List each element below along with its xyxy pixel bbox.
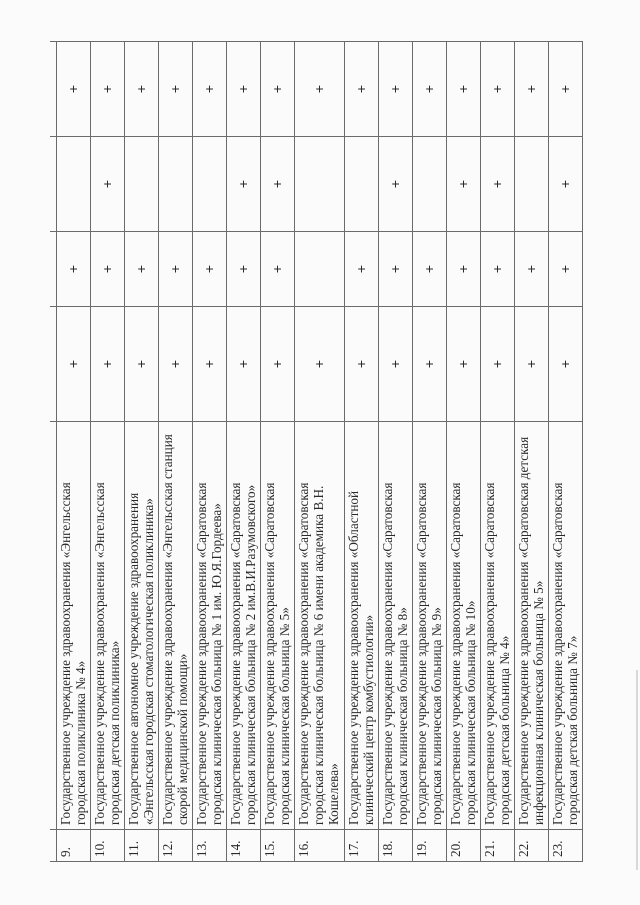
row-number: 23. <box>549 830 583 862</box>
table-row <box>227 42 261 862</box>
mark-cell: + <box>125 307 159 422</box>
scan-edge-mark <box>636 670 638 870</box>
mark-cell: + <box>159 232 193 307</box>
table-row <box>481 42 515 862</box>
mark-cell: + <box>345 232 379 307</box>
institution-name: Государственное учреждение здравоохранения «Саратовская городская клиническая больница № 8» <box>379 422 413 830</box>
mark-cell: + <box>295 42 345 137</box>
table-row <box>57 42 91 862</box>
mark-cell <box>295 232 345 307</box>
mark-cell: + <box>549 42 583 137</box>
institution-name: Государственное учреждение здравоохранения «Энгельсская станция скорой медицинской помощи» <box>159 422 193 830</box>
row-number: 9. <box>57 830 91 862</box>
mark-cell: + <box>261 232 295 307</box>
institution-name: Государственное учреждение здравоохранения «Саратовская городская клиническая больница № 5» <box>261 422 295 830</box>
institution-name: Государственное учреждение здравоохранения «Саратовская городская детская больница № 4» <box>481 422 515 830</box>
row-number: 17. <box>345 830 379 862</box>
mark-cell: + <box>447 137 481 232</box>
mark-cell: + <box>515 232 549 307</box>
institution-name: Государственное учреждение здравоохранения «Энгельсская городская поликлиника № 4» <box>57 422 91 830</box>
mark-cell <box>57 137 91 232</box>
mark-cell: + <box>193 307 227 422</box>
mark-cell <box>193 137 227 232</box>
table-row <box>125 42 159 862</box>
row-number: 18. <box>379 830 413 862</box>
mark-cell: + <box>227 42 261 137</box>
institution-name: Государственное учреждение здравоохранения «Саратовская городская клиническая больница № 6 имени академика В.Н. Кошелева» <box>295 422 345 830</box>
institution-name: Государственное учреждение здравоохранения «Саратовская городская клиническая больница № 9» <box>413 422 447 830</box>
row-number: 12. <box>159 830 193 862</box>
row-number: 15. <box>261 830 295 862</box>
institution-name: Государственное учреждение здравоохранения «Энгельсская городская детская поликлиника» <box>91 422 125 830</box>
mark-cell: + <box>91 137 125 232</box>
mark-cell: + <box>379 137 413 232</box>
table-row <box>447 42 481 862</box>
mark-cell: + <box>481 307 515 422</box>
row-number: 19. <box>413 830 447 862</box>
mark-cell: + <box>227 232 261 307</box>
mark-cell: + <box>261 42 295 137</box>
mark-cell <box>125 137 159 232</box>
institution-name: Государственное учреждение здравоохранения «Областной клинический центр комбустиологии» <box>345 422 379 830</box>
mark-cell: + <box>193 232 227 307</box>
mark-cell: + <box>345 42 379 137</box>
mark-cell: + <box>515 307 549 422</box>
row-number: 13. <box>193 830 227 862</box>
institution-name: Государственное учреждение здравоохранения «Саратовская детская инфекционная клиническая больница № 5» <box>515 422 549 830</box>
institution-name: Государственное учреждение здравоохранения «Саратовская городская клиническая больница № 2 им.В.И.Разумовского» <box>227 422 261 830</box>
table-row <box>345 42 379 862</box>
mark-cell: + <box>261 307 295 422</box>
mark-cell: + <box>379 232 413 307</box>
mark-cell: + <box>57 42 91 137</box>
table-row <box>91 42 125 862</box>
mark-cell: + <box>91 232 125 307</box>
mark-cell: + <box>447 307 481 422</box>
mark-cell: + <box>91 307 125 422</box>
mark-cell <box>159 137 193 232</box>
table-row <box>379 42 413 862</box>
row-number: 20. <box>447 830 481 862</box>
mark-cell: + <box>125 232 159 307</box>
mark-cell: + <box>447 42 481 137</box>
institution-name: Государственное учреждение здравоохранения «Саратовская городская клиническая больница № 10» <box>447 422 481 830</box>
mark-cell: + <box>227 137 261 232</box>
mark-cell: + <box>549 137 583 232</box>
mark-cell: + <box>345 307 379 422</box>
mark-cell: + <box>91 42 125 137</box>
table-row <box>295 42 345 862</box>
row-number: 16. <box>295 830 345 862</box>
mark-cell: + <box>481 137 515 232</box>
rotated-table-wrapper <box>50 42 590 862</box>
mark-cell: + <box>379 307 413 422</box>
row-number: 22. <box>515 830 549 862</box>
row-number: 10. <box>91 830 125 862</box>
mark-cell: + <box>379 42 413 137</box>
mark-cell: + <box>549 307 583 422</box>
mark-cell: + <box>413 232 447 307</box>
mark-cell: + <box>549 232 583 307</box>
mark-cell: + <box>481 232 515 307</box>
table-row <box>261 42 295 862</box>
row-number: 21. <box>481 830 515 862</box>
mark-cell: + <box>159 42 193 137</box>
institution-name: Государственное учреждение здравоохранения «Саратовская городская детская больница № 7» <box>549 422 583 830</box>
mark-cell: + <box>125 42 159 137</box>
mark-cell: + <box>515 42 549 137</box>
table-row <box>549 42 583 862</box>
row-number: 11. <box>125 830 159 862</box>
institutions-table <box>50 41 583 862</box>
table-body <box>50 42 583 862</box>
mark-cell: + <box>295 307 345 422</box>
mark-cell <box>295 137 345 232</box>
mark-cell <box>345 137 379 232</box>
mark-cell: + <box>227 307 261 422</box>
table-row <box>413 42 447 862</box>
table-row <box>159 42 193 862</box>
mark-cell: + <box>413 42 447 137</box>
mark-cell <box>413 137 447 232</box>
mark-cell: + <box>159 307 193 422</box>
institution-name: Государственное учреждение здравоохранения «Саратовская городская клиническая больница № 1 им. Ю.Я.Гордеева» <box>193 422 227 830</box>
mark-cell: + <box>481 42 515 137</box>
row-number: 14. <box>227 830 261 862</box>
mark-cell <box>515 137 549 232</box>
mark-cell: + <box>413 307 447 422</box>
mark-cell: + <box>193 42 227 137</box>
mark-cell: + <box>447 232 481 307</box>
mark-cell: + <box>57 307 91 422</box>
institution-name: Государственное автономное учреждение здравоохранения «Энгельсская городская стоматологическая поликлиника» <box>125 422 159 830</box>
mark-cell: + <box>57 232 91 307</box>
table-row <box>193 42 227 862</box>
table-row <box>515 42 549 862</box>
mark-cell: + <box>261 137 295 232</box>
